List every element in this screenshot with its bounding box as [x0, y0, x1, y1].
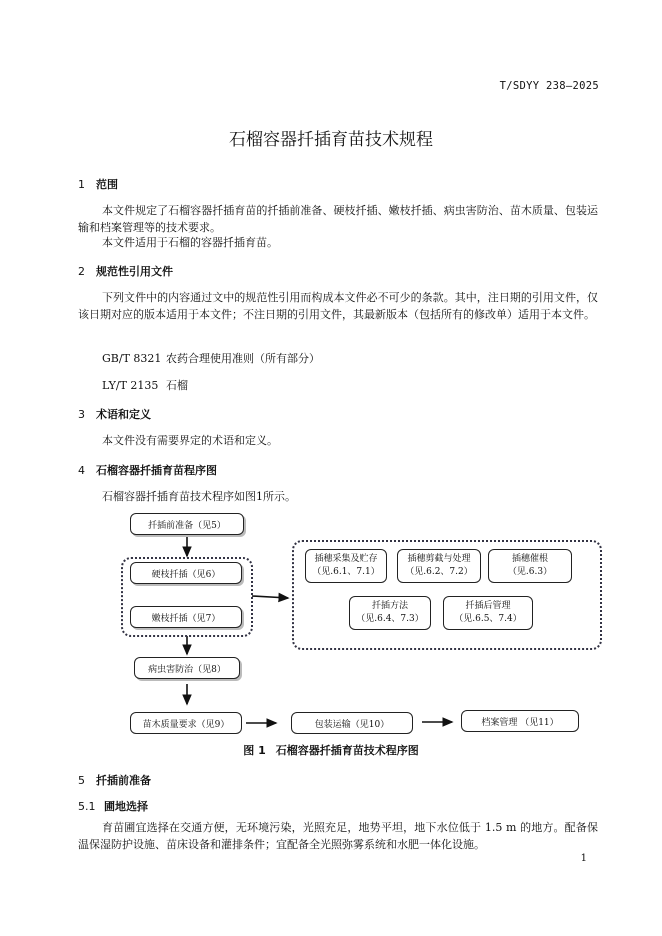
flow-box-root: [488, 549, 572, 583]
flow-box-quality: 苗木质量要求（见9）: [130, 712, 242, 734]
section-5-1-heading: [78, 798, 148, 814]
standard-code: T/SDYY 238—2025: [499, 80, 599, 92]
flow-box-prep: 扦插前准备（见5）: [130, 513, 244, 535]
reference-code: GB/T 8321: [102, 352, 162, 365]
flow-box-after: [443, 596, 533, 630]
after-line-1: 扦插后管理: [465, 601, 511, 611]
flow-box-hardwood: 硬枝扦插（见6）: [130, 562, 242, 584]
flow-box-pest: 病虫害防治（见8）: [134, 657, 240, 679]
section-1-number: 1: [78, 178, 85, 191]
flow-box-archive: 档案管理 （见11）: [461, 710, 579, 732]
flow-box-method: [349, 596, 431, 630]
cut-line-2: （见.6.2、7.2）: [405, 567, 473, 577]
root-line-1: 插穗催根: [511, 554, 548, 564]
collect-line-1: 插穗采集及贮存: [314, 554, 378, 564]
arrow-cutting-to-details: [252, 596, 288, 598]
figure-caption: [0, 742, 662, 758]
method-line-1: 扦插方法: [371, 601, 408, 611]
section-5-1-paragraph: 育苗圃宜选择在交通方便，无环境污染，光照充足，地势平坦，地下水位低于 1.5 m 的地方。配备保温保湿防护设施、苗床设备和灌排条件；宜配备全光照弥雾系统和水肥一体化设施。: [78, 821, 598, 851]
figure-caption-text: 石榴容器扦插育苗技术程序图: [275, 744, 419, 757]
flow-box-cut: [397, 549, 481, 583]
after-line-2: （见.6.5、7.4）: [454, 614, 522, 624]
section-2-paragraph-1: 下列文件中的内容通过文中的规范性引用而构成本文件必不可少的条款。其中，注日期的引用文件，仅该日期对应的版本适用于本文件；不注日期的引用文件，其最新版本（包括所有的修改单）适用于本文件。: [78, 291, 598, 321]
section-5-1-number: 5.1: [78, 800, 96, 813]
section-5-1-title: 圃地选择: [104, 800, 148, 813]
section-1-title: 范围: [96, 178, 118, 191]
section-4-number: 4: [78, 464, 85, 477]
section-5-title: 扦插前准备: [96, 774, 151, 787]
method-line-2: （见.6.4、7.3）: [356, 614, 424, 624]
figure-label: 图 1: [243, 744, 266, 757]
page-number: 1: [580, 853, 587, 864]
reference-name: 农药合理使用准则（所有部分）: [166, 352, 320, 365]
reference-name: 石榴: [166, 379, 188, 392]
cut-line-1: 插穗剪截与处理: [407, 554, 471, 564]
section-5-number: 5: [78, 774, 85, 787]
flow-box-collect: [305, 549, 387, 583]
section-3-title: 术语和定义: [96, 408, 151, 421]
root-line-2: （见.6.3）: [507, 567, 553, 577]
section-2-title: 规范性引用文件: [96, 265, 173, 278]
flow-box-softwood: 嫩枝扦插（见7）: [130, 606, 242, 628]
collect-line-2: （见.6.1、7.1）: [312, 567, 380, 577]
document-title: 石榴容器扦插育苗技术规程: [229, 130, 433, 150]
section-1-paragraph-2: 本文件适用于石榴的容器扦插育苗。: [102, 236, 278, 249]
section-1-paragraph-1: 本文件规定了石榴容器扦插育苗的扦插前准备、硬枝扦插、嫩枝扦插、病虫害防治、苗木质量、包装运输和档案管理等的技术要求。: [78, 204, 598, 234]
section-4-title: 石榴容器扦插育苗程序图: [96, 464, 217, 477]
reference-code: LY/T 2135: [102, 379, 159, 392]
section-3-number: 3: [78, 408, 85, 421]
flow-box-transport: 包装运输（见10）: [291, 712, 413, 734]
section-3-paragraph-1: 本文件没有需要界定的术语和定义。: [102, 434, 278, 447]
section-2-number: 2: [78, 265, 85, 278]
section-5-heading: [78, 772, 151, 788]
section-4-paragraph-1: 石榴容器扦插育苗技术程序如图1所示。: [102, 490, 296, 503]
